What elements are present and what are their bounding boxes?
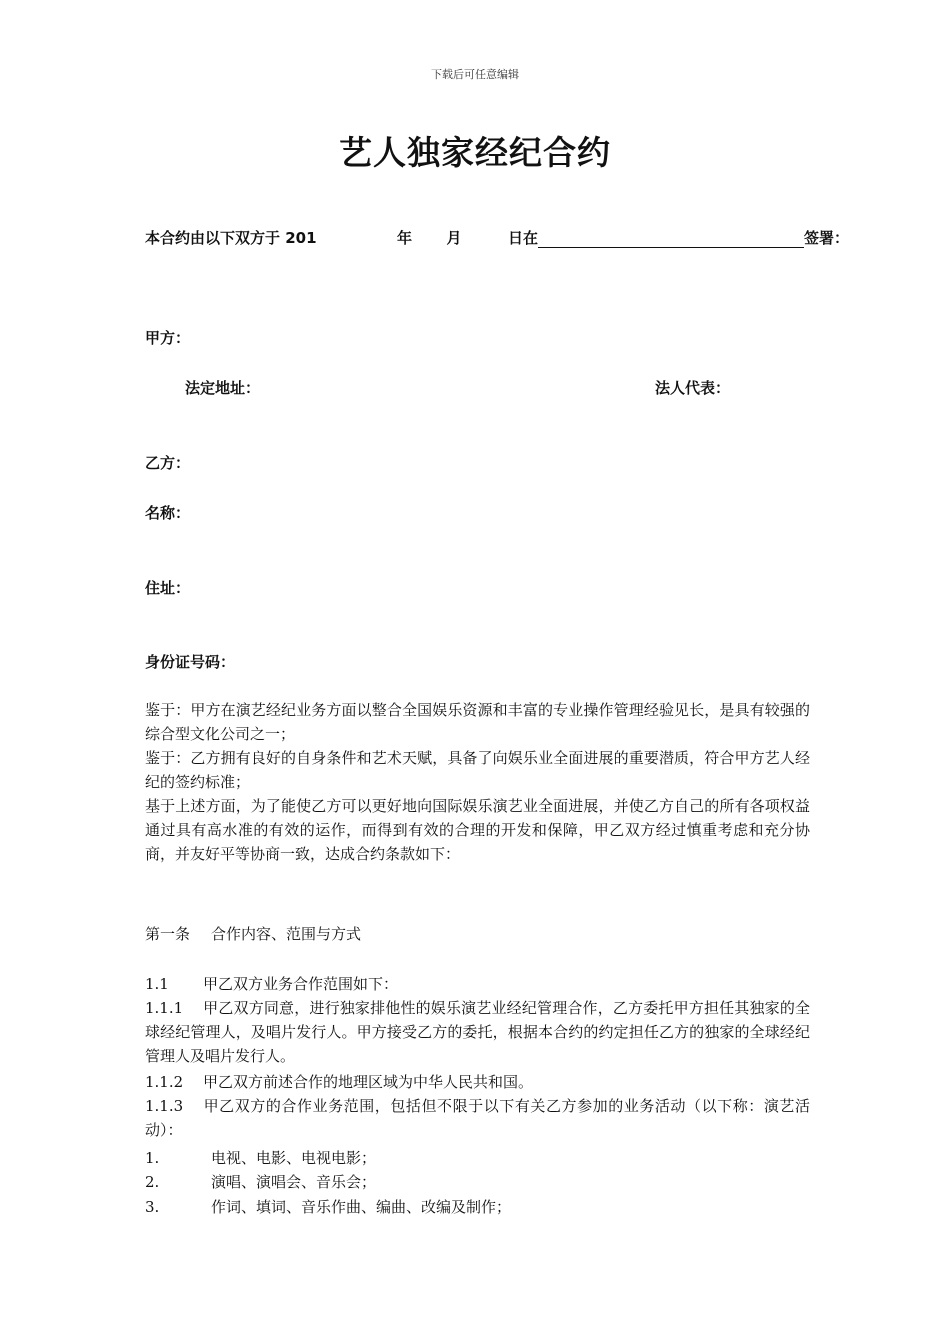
article-1-heading <box>145 922 361 946</box>
list-item <box>145 1195 511 1219</box>
recital-paragraph: 鉴于：甲方在演艺经纪业务方面以整合全国娱乐资源和丰富的专业操作管理经验见长，是具有较强的综合型文化公司之一； <box>145 701 810 743</box>
clause-number: 1.1.1 <box>145 999 184 1017</box>
party-a-address-label: 法定地址： <box>185 379 261 397</box>
clause-1-1-2 <box>145 1070 533 1094</box>
clause-text: 甲乙双方的合作业务范围，包括但不限于以下有关乙方参加的业务活动（以下称：演艺活动）： <box>145 1097 810 1139</box>
clause-1-1-3 <box>145 1094 810 1142</box>
header-note: 下载后可任意编辑 <box>431 68 519 81</box>
clause-1-1-1 <box>145 996 810 1068</box>
sign-day: 日在 <box>507 229 538 247</box>
sign-month: 月 <box>446 229 462 247</box>
article-1-number: 第一条 <box>145 925 191 943</box>
article-1-title: 合作内容、范围与方式 <box>211 925 362 943</box>
clause-text: 甲乙双方业务合作范围如下： <box>203 975 399 993</box>
signing-line <box>145 227 849 248</box>
document-title: 艺人独家经纪合约 <box>339 133 611 172</box>
sign-prefix: 本合约由以下双方于 201 <box>145 229 317 247</box>
clause-number: 1.1.2 <box>145 1073 184 1091</box>
clause-number: 1.1 <box>145 975 169 993</box>
list-item-number: 3. <box>145 1198 160 1216</box>
party-a-label: 甲方： <box>145 329 191 347</box>
sign-year: 年 <box>397 229 413 247</box>
recitals <box>145 698 810 866</box>
party-b-label: 乙方： <box>145 454 191 472</box>
list-item-text: 电视、电影、电视电影； <box>211 1149 377 1167</box>
clause-text: 甲乙双方前述合作的地理区域为中华人民共和国。 <box>203 1073 534 1091</box>
party-b-name-label: 名称： <box>145 504 191 522</box>
list-item-number: 2. <box>145 1173 160 1191</box>
sign-suffix: 签署： <box>804 229 850 247</box>
clause-1-1 <box>145 972 398 996</box>
signing-place-blank <box>538 230 804 248</box>
recital-paragraph: 基于上述方面，为了能使乙方可以更好地向国际娱乐演艺业全面进展，并使乙方自己的所有各项权益通过具有高水准的有效的运作，而得到有效的合理的开发和保障，甲乙双方经过慎重考虑和充分协商，并友好平等协商一致，达成合约条款如下： <box>145 797 810 863</box>
list-item <box>145 1146 376 1170</box>
party-b-residence-label: 住址： <box>145 579 191 597</box>
list-item-text: 作词、填词、音乐作曲、编曲、改编及制作； <box>211 1198 512 1216</box>
list-item-text: 演唱、演唱会、音乐会； <box>211 1173 377 1191</box>
clause-text: 甲乙双方同意，进行独家排他性的娱乐演艺业经纪管理合作，乙方委托甲方担任其独家的全球经纪管理人，及唱片发行人。甲方接受乙方的委托，根据本合约的约定担任乙方的独家的全球经纪管理人及唱片发行人。 <box>145 999 810 1065</box>
party-a-rep-label: 法人代表： <box>655 379 731 397</box>
party-b-id-label: 身份证号码： <box>145 653 236 671</box>
clause-number: 1.1.3 <box>145 1097 184 1115</box>
list-item-number: 1. <box>145 1149 160 1167</box>
recital-paragraph: 鉴于：乙方拥有良好的自身条件和艺术天赋，具备了向娱乐业全面进展的重要潜质，符合甲方艺人经纪的签约标准； <box>145 749 810 791</box>
list-item <box>145 1170 376 1194</box>
